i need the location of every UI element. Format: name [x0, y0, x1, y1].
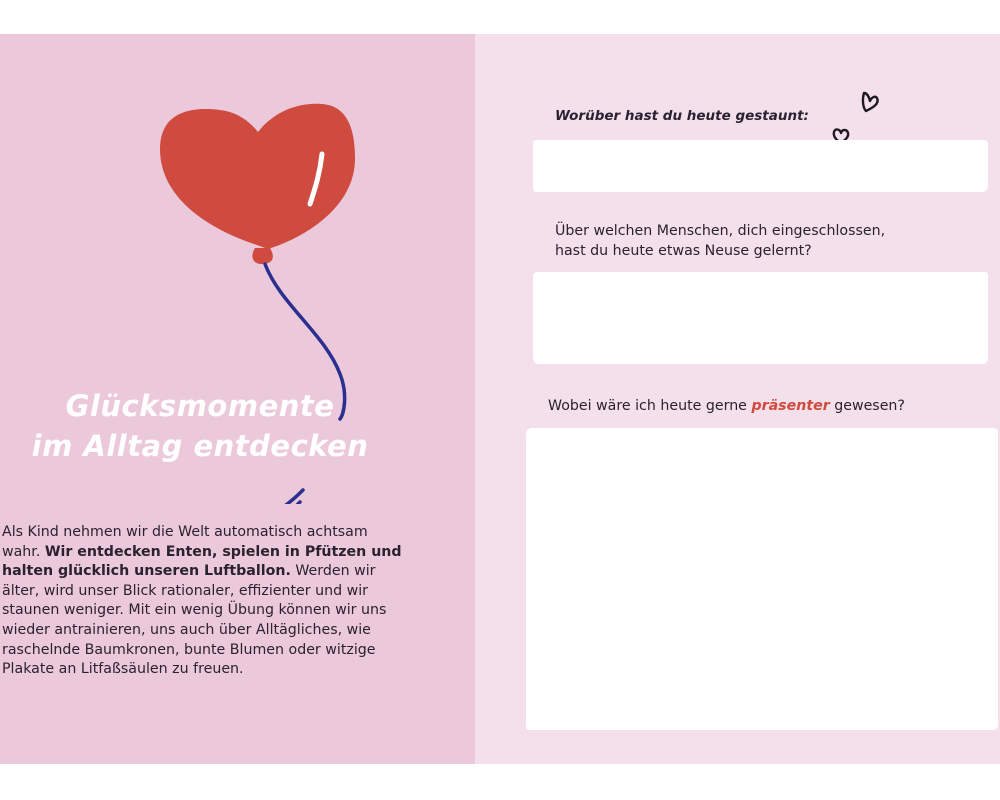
answer-field-1[interactable]: [533, 140, 988, 192]
book-spread: [0, 34, 1000, 764]
question-2: [555, 221, 935, 261]
intro-rest-text: Werden wir älter, wird unser Blick rationaler, effizienter und wir staunen weniger. Mit ein wenig Übung können wir uns wieder antrainieren, uns auch über Alltägliches, wie raschelnde Baumkronen, bunte Blumen oder witzige Plakate an Litfaßsäulen zu freuen.: [2, 563, 387, 678]
question-3-text-end: gewesen?: [829, 398, 905, 414]
intro-paragraph: [2, 523, 402, 680]
intro-bold-text: Wir entdecken Enten, spielen in Pfützen und halten glücklich unseren Luftballon.: [2, 543, 402, 580]
balloon-body: [160, 104, 355, 249]
question-2-line-2: hast du heute etwas Neuse gelernt?: [555, 243, 812, 259]
left-page: [0, 34, 475, 764]
question-1: Worüber hast du heute gestaunt:: [555, 108, 809, 124]
question-2-line-1: Über welchen Menschen, dich eingeschlossen,: [555, 223, 886, 239]
balloon-knot: [252, 248, 272, 264]
title-line-1: Glücksmomente: [65, 389, 335, 423]
answer-field-2[interactable]: [533, 272, 988, 364]
question-3-text-start: Wobei wäre ich heute gerne: [548, 398, 752, 414]
intro-text: Als Kind nehmen wir die Welt automatisch achtsam wahr.: [2, 524, 368, 560]
question-3-accent: präsenter: [751, 398, 830, 414]
heart-outline-icon: [858, 90, 884, 114]
answer-field-3[interactable]: [526, 428, 998, 730]
question-3: [548, 396, 905, 416]
page-title: [0, 386, 400, 466]
title-line-2: im Alltag entdecken: [31, 429, 369, 463]
